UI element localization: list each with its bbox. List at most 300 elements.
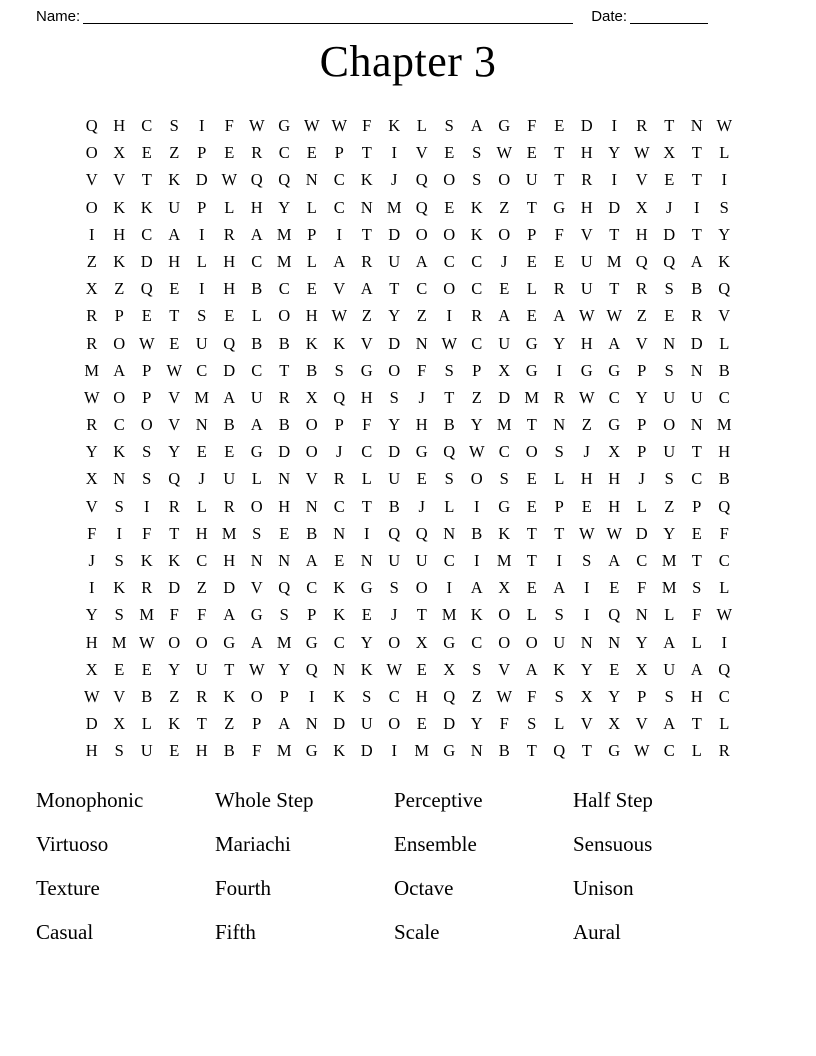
grid-cell[interactable]: G (305, 741, 318, 761)
grid-cell[interactable]: Y (168, 659, 181, 679)
grid-cell[interactable]: I (89, 224, 95, 244)
grid-cell[interactable]: Y (635, 632, 648, 652)
grid-cell[interactable]: M (221, 523, 237, 543)
grid-cell[interactable]: C (141, 116, 153, 135)
grid-cell[interactable]: E (664, 306, 675, 326)
grid-cell[interactable]: M (496, 415, 512, 435)
word-list-item[interactable]: Monophonic (36, 788, 144, 812)
grid-cell[interactable]: E (664, 170, 675, 190)
grid-cell[interactable]: V (305, 469, 318, 489)
grid-cell[interactable]: R (86, 415, 98, 435)
grid-cell[interactable]: S (389, 578, 399, 598)
grid-cell[interactable]: S (252, 523, 262, 543)
grid-cell[interactable]: P (637, 442, 647, 462)
grid-cell[interactable]: A (608, 333, 621, 353)
grid-cell[interactable]: L (526, 605, 537, 625)
grid-cell[interactable]: Q (443, 686, 456, 706)
grid-cell[interactable]: P (252, 714, 262, 734)
grid-cell[interactable]: H (305, 306, 318, 326)
grid-cell[interactable]: G (608, 360, 621, 380)
grid-cell[interactable]: P (307, 605, 317, 625)
grid-cell[interactable]: T (691, 551, 702, 570)
grid-cell[interactable]: H (580, 469, 593, 489)
grid-cell[interactable]: R (471, 306, 483, 326)
grid-cell[interactable]: T (581, 741, 592, 761)
grid-cell[interactable]: D (690, 333, 703, 353)
grid-cell[interactable]: C (278, 279, 290, 299)
grid-cell[interactable]: I (474, 496, 480, 516)
grid-cell[interactable]: X (85, 659, 98, 679)
grid-cell[interactable]: A (113, 360, 126, 380)
grid-cell[interactable]: C (608, 387, 620, 407)
grid-cell[interactable]: M (524, 387, 540, 407)
grid-cell[interactable]: Q (663, 251, 676, 271)
grid-cell[interactable]: W (496, 686, 513, 706)
grid-cell[interactable]: T (691, 224, 702, 244)
grid-cell[interactable]: T (196, 714, 207, 734)
grid-cell[interactable]: E (581, 496, 592, 516)
grid-cell[interactable]: U (663, 442, 676, 462)
grid-cell[interactable]: H (690, 686, 703, 706)
grid-cell[interactable]: Y (388, 415, 401, 435)
grid-cell[interactable]: D (388, 224, 401, 244)
grid-cell[interactable]: L (719, 143, 730, 163)
grid-cell[interactable]: E (169, 333, 180, 353)
grid-cell[interactable]: X (663, 143, 676, 163)
grid-cell[interactable]: V (635, 333, 648, 353)
grid-cell[interactable]: E (141, 143, 152, 163)
grid-cell[interactable]: B (498, 741, 510, 761)
grid-cell[interactable]: O (663, 415, 676, 435)
grid-cell[interactable]: O (443, 170, 456, 190)
grid-cell[interactable]: K (333, 605, 346, 625)
grid-cell[interactable]: Y (85, 442, 98, 462)
grid-cell[interactable]: R (278, 387, 290, 407)
grid-cell[interactable]: X (113, 143, 126, 163)
grid-cell[interactable]: E (526, 251, 537, 271)
date-input-blank[interactable] (630, 10, 708, 24)
grid-cell[interactable]: Y (85, 605, 98, 625)
grid-cell[interactable]: F (362, 415, 372, 435)
grid-cell[interactable]: O (140, 415, 153, 435)
grid-cell[interactable]: A (250, 415, 263, 435)
grid-cell[interactable]: B (141, 686, 153, 706)
grid-cell[interactable]: S (444, 116, 454, 135)
grid-cell[interactable]: H (580, 197, 593, 217)
grid-cell[interactable]: W (496, 143, 513, 163)
grid-cell[interactable]: N (360, 197, 373, 217)
grid-cell[interactable]: C (361, 442, 373, 462)
grid-cell[interactable]: N (443, 523, 456, 543)
grid-cell[interactable]: L (416, 116, 427, 135)
grid-cell[interactable]: I (199, 279, 205, 299)
grid-cell[interactable]: F (499, 714, 509, 734)
grid-cell[interactable]: L (361, 469, 372, 489)
grid-cell[interactable]: C (471, 279, 483, 299)
grid-cell[interactable]: J (638, 469, 645, 489)
grid-cell[interactable]: M (276, 224, 292, 244)
grid-cell[interactable]: R (553, 279, 565, 299)
grid-cell[interactable]: R (86, 333, 98, 353)
grid-cell[interactable]: I (116, 523, 122, 543)
grid-cell[interactable]: E (224, 442, 235, 462)
grid-cell[interactable]: Q (443, 442, 456, 462)
grid-cell[interactable]: E (526, 143, 537, 163)
grid-cell[interactable]: C (443, 251, 455, 271)
grid-cell[interactable]: S (169, 116, 179, 135)
grid-cell[interactable]: I (694, 197, 700, 217)
grid-cell[interactable]: B (278, 333, 290, 353)
grid-cell[interactable]: P (554, 496, 564, 516)
grid-cell[interactable]: G (415, 442, 428, 462)
grid-cell[interactable]: N (195, 415, 208, 435)
grid-cell[interactable]: D (278, 442, 291, 462)
grid-cell[interactable]: T (526, 551, 537, 570)
grid-cell[interactable]: B (306, 360, 318, 380)
grid-cell[interactable]: O (388, 714, 401, 734)
word-list-item[interactable]: Virtuoso (36, 832, 109, 856)
grid-cell[interactable]: E (609, 578, 620, 598)
grid-cell[interactable]: Y (635, 387, 648, 407)
grid-cell[interactable]: S (279, 605, 289, 625)
grid-cell[interactable]: S (692, 578, 702, 598)
grid-cell[interactable]: Q (415, 523, 428, 543)
grid-cell[interactable]: G (608, 741, 621, 761)
grid-cell[interactable]: P (197, 143, 207, 163)
grid-cell[interactable]: A (415, 251, 428, 271)
grid-cell[interactable]: Z (196, 578, 207, 598)
grid-cell[interactable]: O (388, 360, 401, 380)
grid-cell[interactable]: H (608, 469, 621, 489)
word-list-item[interactable]: Octave (394, 876, 454, 900)
grid-cell[interactable]: W (248, 116, 265, 135)
grid-cell[interactable]: S (114, 551, 124, 570)
grid-cell[interactable]: G (250, 605, 263, 625)
grid-cell[interactable]: Z (169, 686, 180, 706)
grid-cell[interactable]: Y (470, 714, 483, 734)
grid-cell[interactable]: B (718, 360, 730, 380)
grid-cell[interactable]: W (386, 659, 403, 679)
grid-cell[interactable]: L (554, 469, 565, 489)
word-list-item[interactable]: Fourth (215, 876, 272, 900)
grid-cell[interactable]: E (416, 469, 427, 489)
grid-cell[interactable]: T (526, 415, 537, 435)
grid-cell[interactable]: P (692, 496, 702, 516)
grid-cell[interactable]: Z (224, 714, 235, 734)
grid-cell[interactable]: P (197, 197, 207, 217)
grid-cell[interactable]: S (664, 360, 674, 380)
grid-cell[interactable]: E (444, 143, 455, 163)
grid-cell[interactable]: O (195, 632, 208, 652)
grid-cell[interactable]: L (719, 333, 730, 353)
grid-cell[interactable]: N (278, 551, 291, 570)
grid-cell[interactable]: F (224, 116, 234, 135)
grid-cell[interactable]: O (85, 197, 98, 217)
grid-cell[interactable]: F (719, 523, 729, 543)
grid-cell[interactable]: U (388, 551, 401, 570)
grid-cell[interactable]: F (527, 116, 537, 135)
grid-cell[interactable]: V (333, 279, 346, 299)
grid-cell[interactable]: B (223, 415, 235, 435)
grid-cell[interactable]: D (498, 387, 511, 407)
grid-cell[interactable]: X (113, 714, 126, 734)
grid-cell[interactable]: I (309, 686, 315, 706)
grid-cell[interactable]: I (391, 143, 397, 163)
grid-cell[interactable]: O (168, 632, 181, 652)
grid-cell[interactable]: P (334, 415, 344, 435)
grid-cell[interactable]: C (663, 741, 675, 761)
grid-cell[interactable]: N (113, 469, 126, 489)
grid-cell[interactable]: E (691, 523, 702, 543)
grid-cell[interactable]: J (501, 251, 508, 271)
grid-cell[interactable]: O (113, 387, 126, 407)
grid-cell[interactable]: S (664, 686, 674, 706)
grid-cell[interactable]: D (388, 333, 401, 353)
grid-cell[interactable]: J (88, 551, 95, 570)
grid-cell[interactable]: Z (169, 143, 180, 163)
grid-cell[interactable]: N (690, 116, 703, 135)
grid-cell[interactable]: B (691, 279, 703, 299)
grid-cell[interactable]: R (168, 496, 180, 516)
grid-cell[interactable]: E (499, 279, 510, 299)
grid-cell[interactable]: T (361, 143, 372, 163)
grid-cell[interactable]: I (721, 632, 727, 652)
grid-cell[interactable]: G (250, 442, 263, 462)
grid-cell[interactable]: M (139, 605, 155, 625)
grid-cell[interactable]: S (499, 469, 509, 489)
word-list-item[interactable]: Sensuous (573, 832, 653, 856)
grid-cell[interactable]: A (250, 632, 263, 652)
grid-cell[interactable]: D (360, 741, 373, 761)
grid-cell[interactable]: I (611, 170, 617, 190)
grid-cell[interactable]: S (197, 306, 207, 326)
grid-cell[interactable]: X (85, 469, 98, 489)
grid-cell[interactable]: V (635, 170, 648, 190)
grid-cell[interactable]: N (580, 632, 593, 652)
grid-cell[interactable]: X (608, 442, 621, 462)
grid-cell[interactable]: U (223, 469, 236, 489)
grid-cell[interactable]: T (279, 360, 290, 380)
grid-cell[interactable]: T (664, 116, 675, 135)
grid-cell[interactable]: U (168, 197, 181, 217)
grid-cell[interactable]: B (278, 415, 290, 435)
grid-cell[interactable]: A (305, 551, 318, 570)
grid-cell[interactable]: W (166, 360, 183, 380)
grid-cell[interactable]: X (608, 714, 621, 734)
grid-cell[interactable]: D (195, 170, 208, 190)
grid-cell[interactable]: Y (580, 659, 593, 679)
grid-cell[interactable]: R (223, 224, 235, 244)
grid-cell[interactable]: O (525, 442, 538, 462)
grid-cell[interactable]: I (336, 224, 342, 244)
grid-cell[interactable]: C (251, 360, 263, 380)
grid-cell[interactable]: Z (114, 279, 125, 299)
grid-cell[interactable]: X (635, 659, 648, 679)
grid-cell[interactable]: A (525, 659, 538, 679)
grid-cell[interactable]: Z (86, 251, 97, 271)
grid-cell[interactable]: W (578, 387, 595, 407)
grid-cell[interactable]: W (83, 686, 100, 706)
grid-cell[interactable]: H (223, 279, 236, 299)
grid-cell[interactable]: C (718, 686, 730, 706)
grid-cell[interactable]: I (556, 360, 562, 380)
grid-cell[interactable]: U (663, 387, 676, 407)
grid-cell[interactable]: C (333, 197, 345, 217)
grid-cell[interactable]: M (84, 360, 100, 380)
grid-cell[interactable]: O (278, 306, 291, 326)
grid-cell[interactable]: L (444, 496, 455, 516)
grid-cell[interactable]: E (526, 306, 537, 326)
grid-cell[interactable]: V (113, 170, 126, 190)
grid-cell[interactable]: E (526, 469, 537, 489)
grid-cell[interactable]: V (580, 714, 593, 734)
grid-cell[interactable]: J (418, 387, 425, 407)
grid-cell[interactable]: B (251, 279, 263, 299)
grid-cell[interactable]: D (85, 714, 98, 734)
grid-cell[interactable]: E (279, 523, 290, 543)
grid-cell[interactable]: L (306, 197, 317, 217)
grid-cell[interactable]: D (443, 714, 456, 734)
grid-cell[interactable]: Q (415, 170, 428, 190)
grid-cell[interactable]: T (444, 387, 455, 407)
grid-cell[interactable]: J (198, 469, 205, 489)
grid-cell[interactable]: C (471, 251, 483, 271)
grid-cell[interactable]: X (635, 197, 648, 217)
grid-cell[interactable]: C (196, 360, 208, 380)
grid-cell[interactable]: E (224, 143, 235, 163)
grid-cell[interactable]: U (553, 632, 566, 652)
grid-cell[interactable]: T (554, 143, 565, 163)
grid-cell[interactable]: X (85, 279, 98, 299)
grid-cell[interactable]: F (87, 523, 97, 543)
grid-cell[interactable]: K (223, 686, 236, 706)
grid-cell[interactable]: A (690, 251, 703, 271)
grid-cell[interactable]: T (691, 442, 702, 462)
grid-cell[interactable]: S (472, 659, 482, 679)
grid-cell[interactable]: N (278, 469, 291, 489)
grid-cell[interactable]: S (444, 360, 454, 380)
grid-cell[interactable]: R (553, 387, 565, 407)
grid-cell[interactable]: W (633, 741, 650, 761)
grid-cell[interactable]: I (199, 224, 205, 244)
grid-cell[interactable]: H (85, 741, 98, 761)
grid-cell[interactable]: L (306, 251, 317, 271)
grid-cell[interactable]: K (333, 333, 346, 353)
grid-cell[interactable]: E (361, 605, 372, 625)
grid-cell[interactable]: I (584, 605, 590, 625)
grid-cell[interactable]: P (637, 360, 647, 380)
grid-cell[interactable]: U (195, 333, 208, 353)
grid-cell[interactable]: L (691, 632, 702, 652)
grid-cell[interactable]: C (278, 143, 290, 163)
grid-cell[interactable]: N (333, 659, 346, 679)
grid-cell[interactable]: N (333, 523, 346, 543)
grid-cell[interactable]: U (498, 333, 511, 353)
grid-cell[interactable]: M (194, 387, 210, 407)
grid-cell[interactable]: Y (718, 224, 731, 244)
grid-cell[interactable]: O (415, 578, 428, 598)
grid-cell[interactable]: W (633, 143, 650, 163)
grid-cell[interactable]: I (611, 116, 617, 135)
grid-cell[interactable]: N (250, 551, 263, 570)
grid-cell[interactable]: I (584, 578, 590, 598)
grid-cell[interactable]: E (114, 659, 125, 679)
grid-cell[interactable]: B (718, 469, 730, 489)
grid-cell[interactable]: C (691, 469, 703, 489)
grid-cell[interactable]: K (388, 116, 401, 135)
grid-cell[interactable]: T (526, 741, 537, 761)
grid-cell[interactable]: W (221, 170, 238, 190)
grid-cell[interactable]: G (498, 496, 511, 516)
grid-cell[interactable]: G (525, 333, 538, 353)
grid-cell[interactable]: M (496, 551, 512, 570)
grid-cell[interactable]: H (113, 116, 126, 135)
grid-cell[interactable]: G (443, 632, 456, 652)
grid-cell[interactable]: A (498, 306, 511, 326)
grid-cell[interactable]: H (415, 686, 428, 706)
grid-cell[interactable]: C (416, 279, 428, 299)
grid-cell[interactable]: Y (553, 333, 566, 353)
grid-cell[interactable]: K (333, 578, 346, 598)
grid-cell[interactable]: I (364, 523, 370, 543)
grid-cell[interactable]: P (334, 143, 344, 163)
grid-cell[interactable]: O (443, 279, 456, 299)
grid-cell[interactable]: M (661, 578, 677, 598)
grid-cell[interactable]: H (608, 496, 621, 516)
grid-cell[interactable]: A (223, 387, 236, 407)
grid-cell[interactable]: C (636, 551, 648, 570)
grid-cell[interactable]: Q (250, 170, 263, 190)
grid-cell[interactable]: P (472, 360, 482, 380)
grid-cell[interactable]: T (691, 714, 702, 734)
grid-cell[interactable]: M (661, 551, 677, 570)
grid-cell[interactable]: E (554, 116, 565, 135)
grid-cell[interactable]: C (113, 415, 125, 435)
grid-cell[interactable]: I (721, 170, 727, 190)
grid-cell[interactable]: E (609, 659, 620, 679)
grid-cell[interactable]: C (443, 551, 455, 570)
grid-cell[interactable]: U (195, 659, 208, 679)
grid-cell[interactable]: N (305, 170, 318, 190)
grid-cell[interactable]: R (581, 170, 593, 190)
grid-cell[interactable]: Z (664, 496, 675, 516)
grid-cell[interactable]: A (663, 714, 676, 734)
grid-cell[interactable]: F (197, 605, 207, 625)
grid-cell[interactable]: B (443, 415, 455, 435)
grid-cell[interactable]: L (691, 741, 702, 761)
grid-cell[interactable]: E (554, 251, 565, 271)
grid-cell[interactable]: T (141, 170, 152, 190)
grid-cell[interactable]: G (580, 360, 593, 380)
grid-cell[interactable]: R (141, 578, 153, 598)
grid-cell[interactable]: N (360, 551, 373, 570)
grid-cell[interactable]: C (333, 170, 345, 190)
grid-cell[interactable]: F (362, 116, 372, 135)
grid-cell[interactable]: T (691, 143, 702, 163)
grid-cell[interactable]: Z (416, 306, 427, 326)
grid-cell[interactable]: F (637, 578, 647, 598)
grid-cell[interactable]: G (278, 116, 291, 135)
grid-cell[interactable]: G (223, 632, 236, 652)
grid-cell[interactable]: I (446, 578, 452, 598)
grid-cell[interactable]: D (608, 197, 621, 217)
grid-cell[interactable]: C (471, 632, 483, 652)
grid-cell[interactable]: V (85, 170, 98, 190)
grid-cell[interactable]: I (391, 741, 397, 761)
grid-cell[interactable]: Y (663, 523, 676, 543)
grid-cell[interactable]: M (441, 605, 457, 625)
grid-cell[interactable]: M (111, 632, 127, 652)
